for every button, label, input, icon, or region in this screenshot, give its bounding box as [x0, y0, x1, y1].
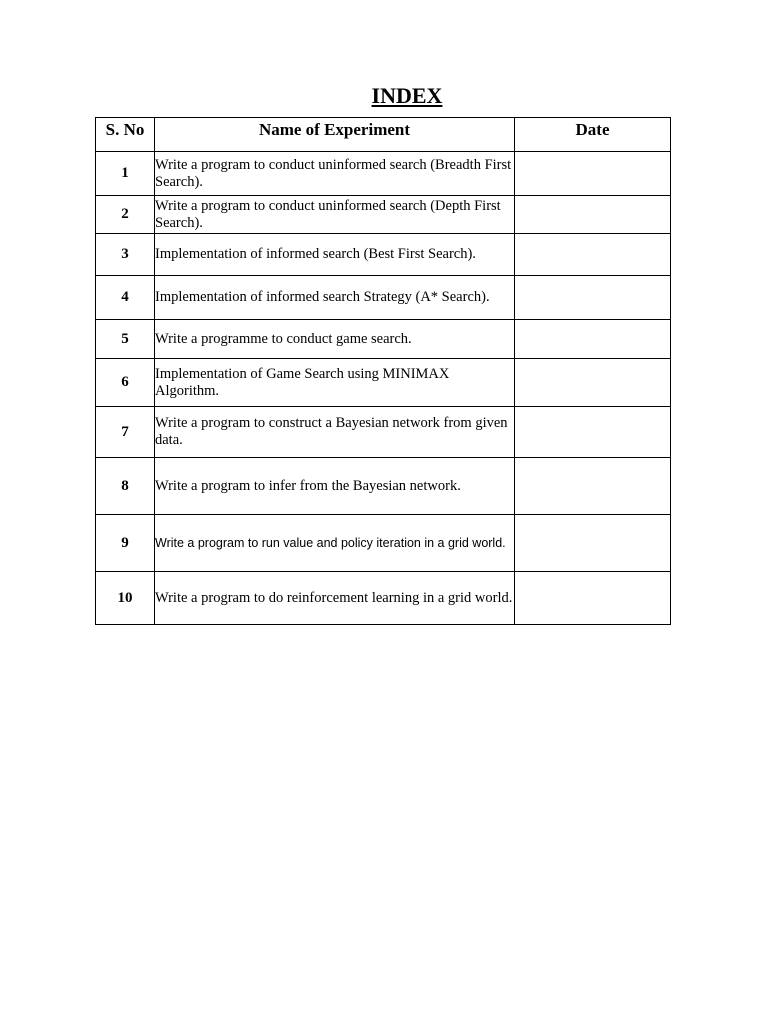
row-sno: 2 [96, 196, 155, 234]
row-experiment-name: Write a program to conduct uninformed search (Depth First Search). [155, 196, 515, 234]
row-sno: 6 [96, 359, 155, 407]
row-date [515, 458, 671, 515]
row-sno: 1 [96, 152, 155, 196]
table-row [96, 196, 671, 234]
row-experiment-name: Implementation of Game Search using MINIMAX Algorithm. [155, 359, 515, 407]
row-sno: 8 [96, 458, 155, 515]
row-date [515, 276, 671, 320]
row-experiment-name: Implementation of informed search Strategy (A* Search). [155, 276, 515, 320]
row-date [515, 320, 671, 359]
table-row [96, 572, 671, 625]
table-row [96, 276, 671, 320]
row-sno: 4 [96, 276, 155, 320]
page-title: INDEX [371, 83, 443, 108]
row-experiment-name: Write a program to do reinforcement learning in a grid world. [155, 572, 515, 625]
row-experiment-name: Write a program to conduct uninformed search (Breadth First Search). [155, 152, 515, 196]
row-date [515, 152, 671, 196]
table-row [96, 458, 671, 515]
header-name-of-experiment: Name of Experiment [155, 118, 515, 152]
header-sno: S. No [96, 118, 155, 152]
row-date [515, 407, 671, 458]
row-experiment-name: Write a programme to conduct game search. [155, 320, 515, 359]
index-table [95, 117, 671, 625]
table-row [96, 320, 671, 359]
row-experiment-name: Write a program to infer from the Bayesian network. [155, 458, 515, 515]
row-experiment-name: Write a program to run value and policy iteration in a grid world. [155, 515, 515, 572]
row-sno: 7 [96, 407, 155, 458]
row-date [515, 234, 671, 276]
table-row [96, 359, 671, 407]
row-date [515, 196, 671, 234]
table-row [96, 234, 671, 276]
row-date [515, 515, 671, 572]
table-row [96, 515, 671, 572]
table-header-row [96, 118, 671, 152]
row-sno: 10 [96, 572, 155, 625]
row-experiment-name: Write a program to construct a Bayesian network from given data. [155, 407, 515, 458]
header-date: Date [515, 118, 671, 152]
row-sno: 5 [96, 320, 155, 359]
row-experiment-name: Implementation of informed search (Best First Search). [155, 234, 515, 276]
row-date [515, 359, 671, 407]
table-row [96, 407, 671, 458]
row-sno: 3 [96, 234, 155, 276]
row-date [515, 572, 671, 625]
table-row [96, 152, 671, 196]
row-sno: 9 [96, 515, 155, 572]
